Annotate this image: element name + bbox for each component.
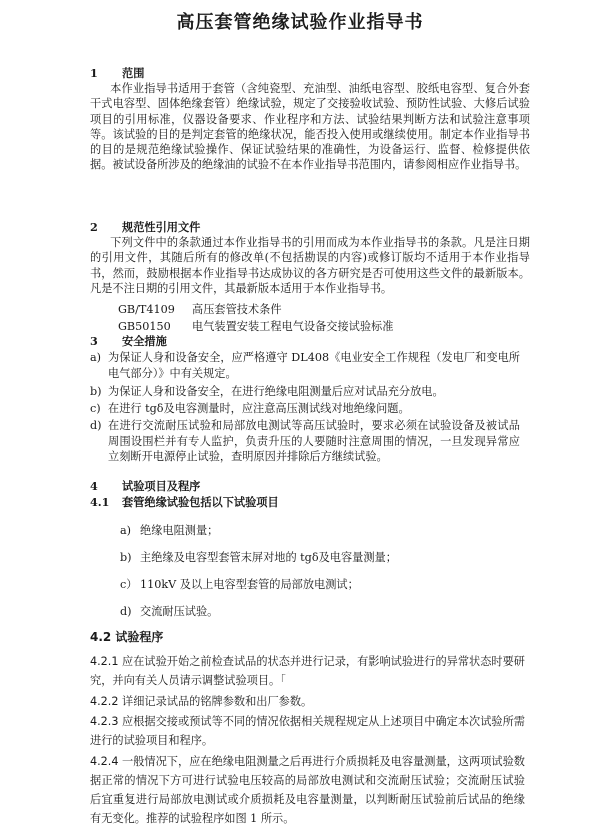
test-item (120, 603, 218, 619)
item-marker: a) (90, 351, 102, 364)
procedure-paragraph (90, 692, 525, 711)
item-text: 为保证人身和设备安全，应严格遵守 DL408《电业安全工作规程（发电厂和变电所电气部分）》中有关规定。 (108, 351, 520, 380)
procedure-paragraph (90, 712, 525, 750)
section-number: 1 (90, 66, 98, 80)
item-text: 在进行 tgδ及电容测量时，应注意高压测试线对地绝缘问题。 (108, 402, 410, 415)
safety-item (90, 418, 520, 465)
item-text: 绝缘电阻测量； (140, 524, 219, 537)
reference-code: GB/T4109 (118, 303, 175, 316)
page-title: 高压套管绝缘试验作业指导书 (176, 12, 424, 33)
paragraph-text: 详细记录试品的铭牌参数和出厂参数。 (122, 695, 313, 708)
subsection-heading: 4.2 试验程序 (90, 630, 164, 644)
section-number: 2 (90, 220, 98, 234)
section-heading (90, 334, 530, 349)
section-number: 4 (90, 479, 98, 493)
paragraph-text: 应在试验开始之前检查试品的状态并进行记录，有影响试验进行的异常状态时要研究，并向有关人员请示调整试验项目。「 (90, 655, 525, 687)
item-marker: c） (120, 578, 138, 591)
section-title: 试验项目及程序 (122, 479, 201, 493)
procedure-paragraph (90, 652, 525, 690)
reference-item (118, 301, 282, 317)
reference-name: 电气装置安装工程电气设备交接试验标准 (192, 320, 394, 333)
section-title: 范围 (122, 66, 145, 80)
section-paragraph: 下列文件中的条款通过本作业指导书的引用而成为本作业指导书的条款。凡是注日期的引用文件，其随后所有的修改单(不包括勘误的内容)或修订版均不适用于本作业指导书，然而，鼓励根据本作业指导书达成协议的各方研究是否可使用这些文件的最新版本。凡是不注日期的引用文件，其最新版本适用于本作业指导书。 (90, 236, 530, 295)
paragraph-text: 一般情况下，应在绝缘电阻测量之后再进行介质损耗及电容量测量，这两项试验数据正常的情况下方可进行试验电压较高的局部放电测试和交流耐压试验；交流耐压试验后宜重复进行局部放电测试或介质损耗及电容量测量，以判断耐压试验前后试品的绝缘有无变化。推荐的试验程序如图 1 所示。 (90, 755, 525, 825)
safety-item (90, 384, 520, 400)
paragraph-number: 4.2.1 (90, 655, 119, 668)
paragraph-number: 4.2.4 (90, 755, 119, 768)
section-title: 安全措施 (122, 334, 167, 348)
item-marker: d) (120, 605, 132, 618)
section-number: 3 (90, 334, 98, 348)
item-marker: a) (120, 524, 132, 537)
item-text: 为保证人身和设备安全，在进行绝缘电阻测量后应对试品充分放电。 (108, 385, 444, 398)
item-marker: c) (90, 402, 101, 415)
procedure-paragraph (90, 752, 525, 828)
subsection-heading (90, 495, 530, 511)
section-heading (90, 220, 530, 235)
test-item (120, 522, 218, 538)
subsection-title: 套管绝缘试验包括以下试验项目 (122, 495, 279, 509)
item-text: 在进行交流耐压试验和局部放电测试等高压试验时，要求必须在试验设备及被试品周围设围栏并有专人监护，负责升压的人要随时注意周围的情况，一旦发现异常应立刻断开电源停止试验，查明原因并排除后方继续试验。 (108, 419, 520, 464)
section-title: 规范性引用文件 (122, 220, 201, 234)
item-text: 主绝缘及电容型套管末屏对地的 tgδ及电容量测量； (140, 551, 397, 564)
item-marker: b) (90, 385, 102, 398)
safety-item (90, 350, 520, 381)
subsection-number: 4.1 (90, 495, 110, 509)
reference-name: 高压套管技术条件 (192, 303, 282, 316)
section-scope (90, 66, 530, 172)
section-heading (90, 66, 530, 81)
test-item (120, 576, 359, 592)
paragraph-number: 4.2.3 (90, 715, 119, 728)
item-marker: d) (90, 419, 102, 432)
paragraph-number: 4.2.2 (90, 695, 119, 708)
section-references (90, 220, 530, 296)
reference-item (118, 318, 393, 334)
reference-code: GB50150 (118, 320, 171, 333)
item-text: 110kV 及以上电容型套管的局部放电测试； (140, 578, 359, 591)
section-paragraph: 本作业指导书适用于套管（含纯瓷型、充油型、油纸电容型、胶纸电容型、复合外套干式电容型、固体绝缘套管）绝缘试验，规定了交接验收试验、预防性试验、大修后试验项目的引用标准，仪器设备要求、作业程序和方法、试验结果判断方法和试验注意事项等。该试验的目的是判定套管的绝缘状况，能否投入使用或继续使用。制定本作业指导书的目的是规范绝缘试验操作、保证试验结果的准确性，为设备运行、监督、检修提供依据。被试设备所涉及的绝缘油的试验不在本作业指导书范围内，请参阅相应作业指导书。 (90, 82, 530, 172)
test-item (120, 549, 397, 565)
section-heading (90, 479, 530, 495)
item-marker: b) (120, 551, 132, 564)
safety-item (90, 401, 520, 417)
paragraph-text: 应根据交接或预试等不同的情况依据相关规程规定从上述项目中确定本次试验所需进行的试验项目和程序。 (90, 715, 525, 747)
item-text: 交流耐压试验。 (140, 605, 219, 618)
